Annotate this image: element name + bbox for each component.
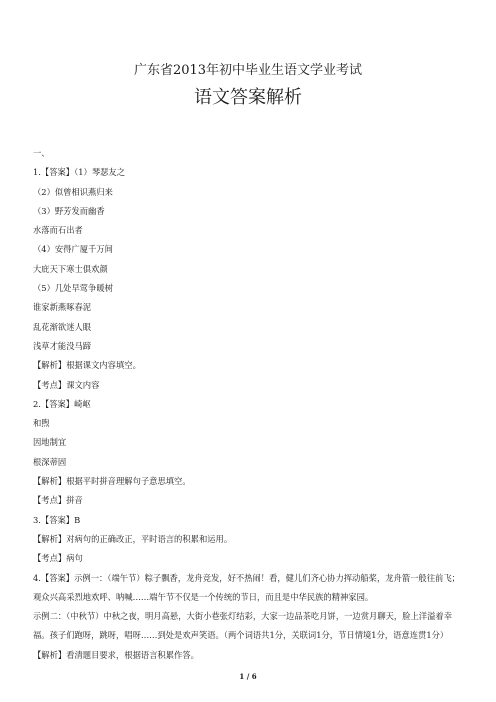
analysis-line: 【解析】根据平时拼音理解句子意思填空。 [33,476,191,487]
answer-line: （3）野芳发而幽香 [33,205,105,216]
answer-line: 3.【答案】B [33,514,81,525]
page-number: 1 / 6 [239,672,257,681]
topic-line: 【考点】病句 [33,553,83,564]
answer-line: 水落而石出者 [33,225,83,236]
answer-paragraph: 4.【答案】示例一：（端午节）粽子飘香，龙舟竞发，好不热闹！看，健儿们齐心协力挥动船桨，龙舟箭一般往前飞；观众兴高采烈地欢呼、呐喊……端午节不仅是一个传统的节日，而且是中华民族的精神家园。 [33,572,460,602]
answer-paragraph: 示例二：（中秋节）中秋之夜，明月高悬，大街小巷张灯结彩，大家一边品茶吃月饼，一边赏月聊天，脸上洋溢着幸福。孩子们跑呀，跳呀，唱呀……到处是欢声笑语。（两个词语共1分，关联词1分，节日情境1分，语意连贯1分） [33,611,452,641]
answer-line: 1.【答案】（1）琴瑟友之 [33,167,126,178]
answer-line: （2）似曾相识燕归来 [33,186,113,197]
answer-line: 2.【答案】崎岖 [33,398,91,409]
answer-line: 和煦 [33,418,50,429]
answer-line: （4）安得广厦千万间 [33,244,113,255]
topic-line: 【考点】课文内容 [33,379,100,390]
answer-line: （5）几处早莺争暖树 [33,283,113,294]
section-heading: 一、 [33,148,50,158]
answer-line: 因地制宜 [33,437,67,448]
topic-line: 【考点】拼音 [33,495,83,506]
analysis-line: 【解析】看清题目要求，根据语言积累作答。 [33,649,199,660]
answer-line: 谁家新燕啄春泥 [33,302,92,313]
answer-line: 乱花渐欲迷人眼 [33,321,92,332]
answer-line: 根深蒂固 [33,456,67,467]
exam-title: 广东省2013年初中毕业生语文学业考试 [133,63,363,78]
answer-line: 浅草才能没马蹄 [33,340,92,351]
analysis-line: 【解析】对病句的正确改正，平时语言的积累和运用。 [33,533,233,544]
answer-line: 大庇天下寒士俱欢颜 [33,263,108,274]
analysis-line: 【解析】根据课文内容填空。 [33,360,141,371]
document-subtitle: 语文答案解析 [194,87,302,108]
answer-body [33,144,465,665]
